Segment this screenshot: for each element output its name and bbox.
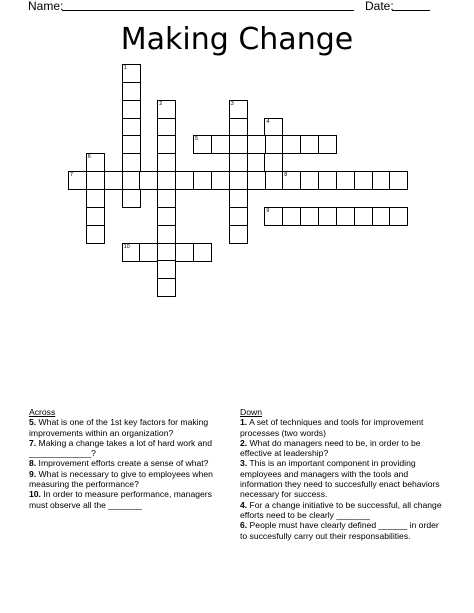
grid-cell[interactable] (229, 135, 248, 154)
grid-cell[interactable] (336, 171, 355, 190)
down-heading: Down (240, 407, 262, 417)
clue-text: Making a change takes a lot of hard work and _____________? (29, 437, 212, 459)
grid-cell[interactable] (229, 189, 248, 208)
grid-cell[interactable] (211, 135, 230, 154)
grid-cell[interactable] (122, 64, 141, 83)
grid-cell[interactable] (300, 171, 319, 190)
grid-cell[interactable] (300, 207, 319, 226)
clue-number: 7. (29, 437, 37, 448)
grid-cell[interactable] (229, 153, 248, 172)
grid-cell[interactable] (264, 153, 283, 172)
down-clue (240, 520, 445, 541)
grid-cell[interactable] (175, 171, 194, 190)
grid-cell[interactable] (247, 135, 266, 154)
clue-number: 6 (87, 154, 91, 161)
down-clues (240, 407, 445, 541)
grid-cell[interactable] (157, 153, 176, 172)
grid-cell[interactable] (122, 171, 141, 190)
clue-number: 4. (240, 499, 248, 510)
down-clue (240, 458, 445, 499)
grid-cell[interactable] (86, 171, 105, 190)
grid-cell[interactable] (372, 171, 391, 190)
clue-number: 3 (230, 100, 234, 107)
across-clue (29, 469, 229, 490)
grid-cell[interactable] (139, 243, 158, 262)
grid-cell[interactable] (282, 135, 301, 154)
grid-cell[interactable] (86, 153, 105, 172)
clue-number: 9. (29, 468, 37, 479)
clue-number: 8. (29, 458, 37, 469)
grid-cell[interactable] (229, 100, 248, 119)
clue-number: 2. (240, 437, 248, 448)
grid-cell[interactable] (157, 260, 176, 279)
clue-number: 8 (284, 172, 288, 179)
clue-text: A set of techniques and tools for improvement processes (two words) (240, 417, 424, 438)
across-heading: Across (29, 407, 56, 417)
clue-text: What do managers need to be, in order to be effective at leadership? (240, 437, 421, 459)
grid-cell[interactable] (318, 135, 337, 154)
puzzle-title: Making Change (120, 22, 354, 57)
across-clues (29, 407, 229, 510)
clue-text: What is one of the 1st key factors for making improvements within an organization? (29, 417, 209, 438)
grid-cell[interactable] (264, 118, 283, 137)
grid-cell[interactable] (139, 171, 158, 190)
grid-cell[interactable] (68, 171, 87, 190)
clue-number: 5 (195, 136, 199, 143)
clue-number: 3. (240, 458, 248, 469)
grid-cell[interactable] (193, 171, 212, 190)
grid-cell[interactable] (372, 207, 391, 226)
down-list (240, 417, 445, 541)
grid-cell[interactable] (157, 135, 176, 154)
clue-number: 10 (123, 243, 130, 250)
clue-number: 1 (123, 65, 127, 71)
clue-text: People must have clearly defined ______ in order to succesfully carry out their responsabilities. (240, 520, 439, 541)
clue-number: 9 (266, 207, 270, 214)
clue-text: Improvement efforts create a sense of what? (36, 458, 209, 469)
grid-cell[interactable] (354, 171, 373, 190)
across-clue (29, 438, 229, 459)
grid-cell[interactable] (229, 118, 248, 137)
grid-cell[interactable] (282, 171, 301, 190)
grid-cell[interactable] (229, 207, 248, 226)
grid-cell[interactable] (211, 171, 230, 190)
clue-text: In order to measure performance, managers must observe all the _______ (29, 489, 212, 510)
grid-cell[interactable] (157, 225, 176, 244)
grid-cell[interactable] (157, 189, 176, 208)
grid-cell[interactable] (264, 207, 283, 226)
grid-cell[interactable] (336, 207, 355, 226)
clue-text: This is an important component in providing employees and managers with the tools and information they need to succesfully enact behaviors necessary for success. (240, 458, 440, 500)
across-clue (29, 417, 229, 438)
clue-number: 5. (29, 417, 37, 428)
down-clue (240, 438, 445, 459)
down-clue (240, 417, 445, 438)
grid-cell[interactable] (193, 135, 212, 154)
grid-cell[interactable] (122, 100, 141, 119)
grid-cell[interactable] (122, 243, 141, 262)
clue-number: 4 (266, 118, 270, 125)
clue-text: For a change initiative to be successful, all change efforts need to be clearly _______ (240, 499, 442, 520)
grid-cell[interactable] (86, 189, 105, 208)
across-clue (29, 458, 229, 468)
grid-cell[interactable] (389, 207, 408, 226)
across-list (29, 417, 229, 510)
grid-cell[interactable] (157, 118, 176, 137)
date-line (392, 10, 430, 11)
grid-cell[interactable] (104, 171, 123, 190)
clue-number: 10. (29, 489, 41, 500)
grid-cell[interactable] (86, 207, 105, 226)
clue-number: 6. (240, 520, 248, 531)
grid-cell[interactable] (86, 225, 105, 244)
grid-cell[interactable] (157, 278, 176, 297)
date-label: Date: (365, 0, 394, 13)
grid-cell[interactable] (157, 243, 176, 262)
grid-cell[interactable] (318, 207, 337, 226)
down-clue (240, 500, 445, 521)
grid-cell[interactable] (157, 207, 176, 226)
grid-cell[interactable] (282, 207, 301, 226)
grid-cell[interactable] (122, 118, 141, 137)
grid-cell[interactable] (122, 82, 141, 101)
clue-number: 7 (70, 172, 74, 179)
grid-cell[interactable] (229, 225, 248, 244)
grid-cell[interactable] (300, 135, 319, 154)
grid-cell[interactable] (122, 189, 141, 208)
clue-number: 1. (240, 417, 248, 428)
grid-cell[interactable] (389, 171, 408, 190)
grid-cell[interactable] (354, 207, 373, 226)
across-clue (29, 489, 229, 510)
grid-cell[interactable] (157, 100, 176, 119)
grid-cell[interactable] (318, 171, 337, 190)
grid-cell[interactable] (175, 243, 194, 262)
clue-text: What is necessary to give to employees when measuring the performance? (29, 468, 213, 490)
grid-cell[interactable] (247, 171, 266, 190)
clue-number: 2 (159, 100, 163, 107)
grid-cell[interactable] (264, 135, 283, 154)
grid-cell[interactable] (229, 171, 248, 190)
grid-cell[interactable] (122, 135, 141, 154)
name-line (62, 10, 354, 11)
grid-cell[interactable] (122, 153, 141, 172)
name-label: Name: (28, 0, 64, 13)
grid-cell[interactable] (157, 171, 176, 190)
grid-cell[interactable] (264, 171, 283, 190)
grid-cell[interactable] (193, 243, 212, 262)
